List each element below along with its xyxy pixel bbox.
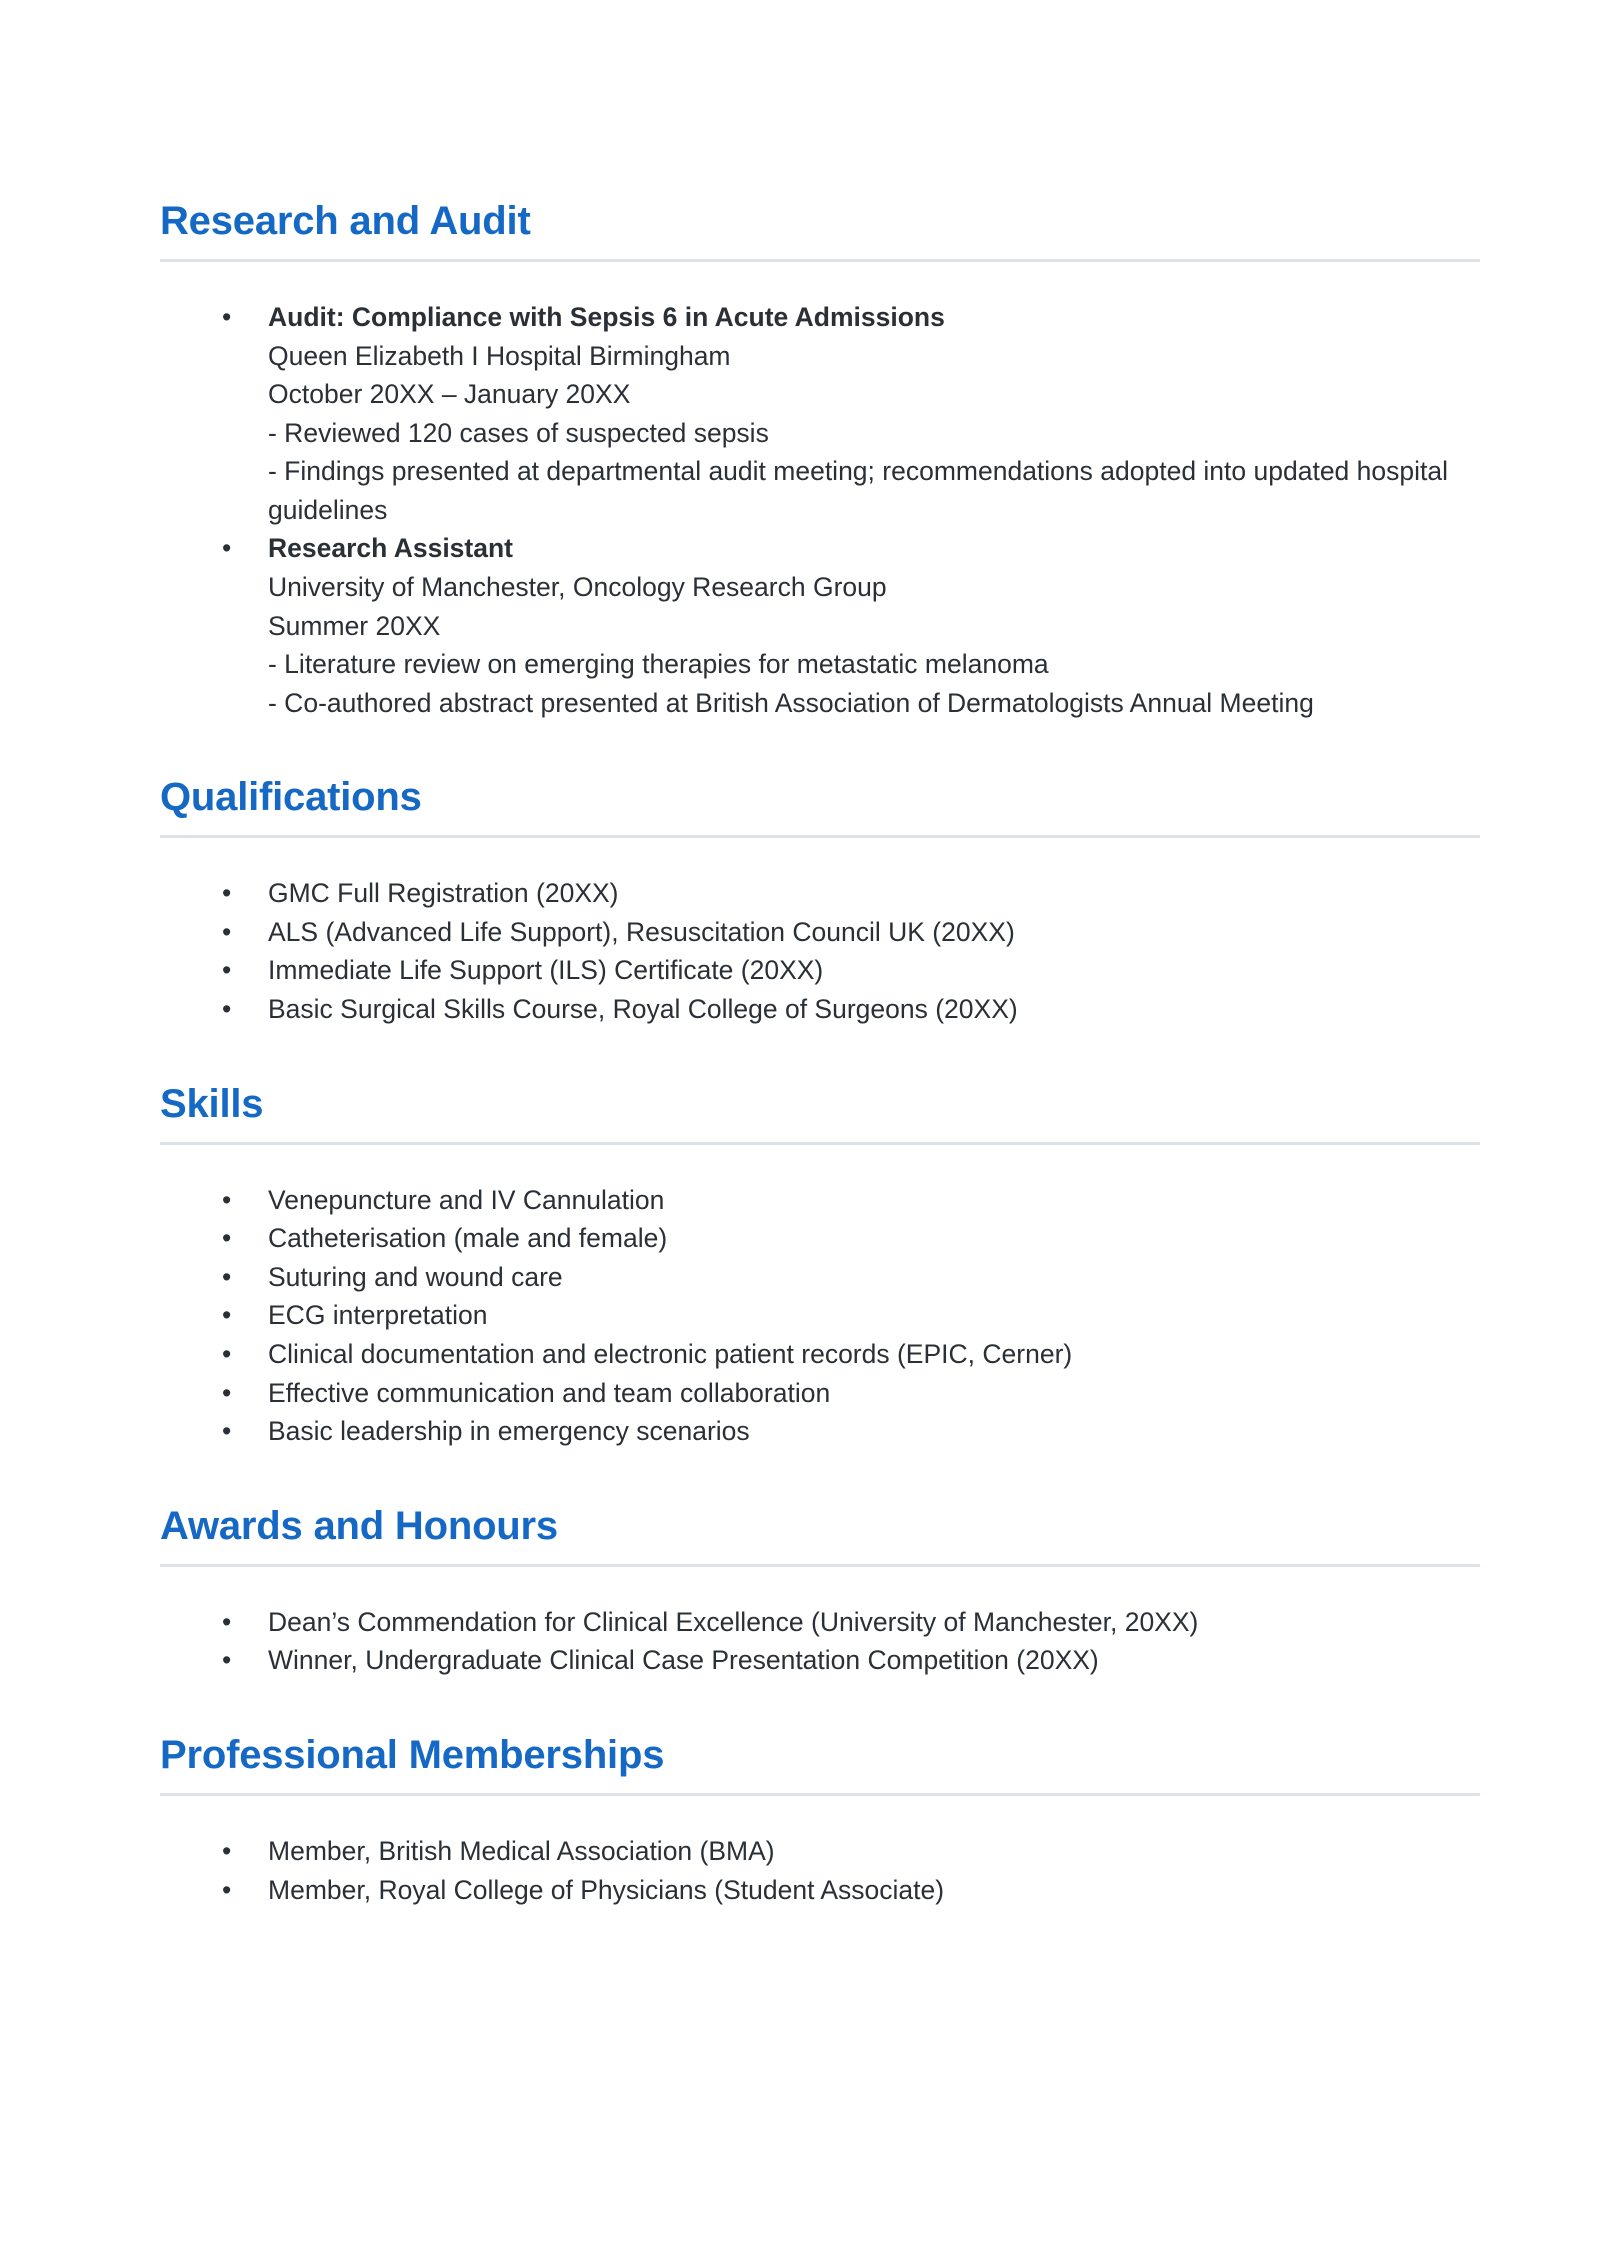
research-and-audit-list <box>160 298 1480 722</box>
entry-detail: - Literature review on emerging therapies for metastatic melanoma <box>268 649 1049 680</box>
list-item: • Immediate Life Support (ILS) Certificate (20XX) <box>160 951 1480 990</box>
list-item: • Winner, Undergraduate Clinical Case Presentation Competition (20XX) <box>160 1641 1480 1680</box>
section-heading-awards-and-honours: Awards and Honours <box>160 1503 558 1548</box>
section-awards-and-honours <box>160 1505 1480 1680</box>
list-item: • ALS (Advanced Life Support), Resuscitation Council UK (20XX) <box>160 913 1480 952</box>
section-heading-skills: Skills <box>160 1081 264 1126</box>
list-item: • Catheterisation (male and female) <box>160 1219 1480 1258</box>
list-item: • Member, Royal College of Physicians (Student Associate) <box>160 1871 1480 1910</box>
entry-title: • Research Assistant <box>268 533 513 564</box>
list-item: • GMC Full Registration (20XX) <box>160 874 1480 913</box>
section-divider <box>160 835 1480 838</box>
section-divider <box>160 1793 1480 1796</box>
section-divider <box>160 1142 1480 1145</box>
section-research-and-audit <box>160 200 1480 722</box>
section-heading-professional-memberships: Professional Memberships <box>160 1732 665 1777</box>
section-professional-memberships <box>160 1734 1480 1909</box>
list-item: • Basic Surgical Skills Course, Royal College of Surgeons (20XX) <box>160 990 1480 1029</box>
section-qualifications <box>160 776 1480 1028</box>
cv-content <box>160 200 1480 1909</box>
entry-detail: - Reviewed 120 cases of suspected sepsis <box>268 417 769 448</box>
list-item: • Effective communication and team collaboration <box>160 1374 1480 1413</box>
list-item <box>160 529 1480 722</box>
section-skills <box>160 1083 1480 1451</box>
section-heading-research-and-audit: Research and Audit <box>160 199 531 243</box>
entry-dates: Summer 20XX <box>268 610 441 641</box>
list-item: • Basic leadership in emergency scenarios <box>160 1412 1480 1451</box>
entry-organisation: Queen Elizabeth I Hospital Birmingham <box>268 340 731 371</box>
entry-detail: - Co-authored abstract presented at British Association of Dermatologists Annual Meeting <box>268 687 1314 718</box>
section-heading-qualifications: Qualifications <box>160 775 422 820</box>
entry-title: • Audit: Compliance with Sepsis 6 in Acute Admissions <box>268 302 945 333</box>
section-divider <box>160 1564 1480 1567</box>
qualifications-list <box>160 874 1480 1028</box>
list-item <box>160 298 1480 529</box>
entry-dates: October 20XX – January 20XX <box>268 379 631 410</box>
list-item: • Venepuncture and IV Cannulation <box>160 1181 1480 1220</box>
list-item: • Clinical documentation and electronic patient records (EPIC, Cerner) <box>160 1335 1480 1374</box>
list-item: • ECG interpretation <box>160 1296 1480 1335</box>
list-item: • Suturing and wound care <box>160 1258 1480 1297</box>
section-divider <box>160 259 1480 262</box>
list-item: • Dean’s Commendation for Clinical Excellence (University of Manchester, 20XX) <box>160 1603 1480 1642</box>
memberships-list <box>160 1832 1480 1909</box>
entry-detail: - Findings presented at departmental audit meeting; recommendations adopted into updated hospital guidelines <box>268 456 1449 525</box>
list-item: • Member, British Medical Association (BMA) <box>160 1832 1480 1871</box>
awards-list <box>160 1603 1480 1680</box>
entry-organisation: University of Manchester, Oncology Research Group <box>268 572 887 603</box>
skills-list <box>160 1181 1480 1451</box>
